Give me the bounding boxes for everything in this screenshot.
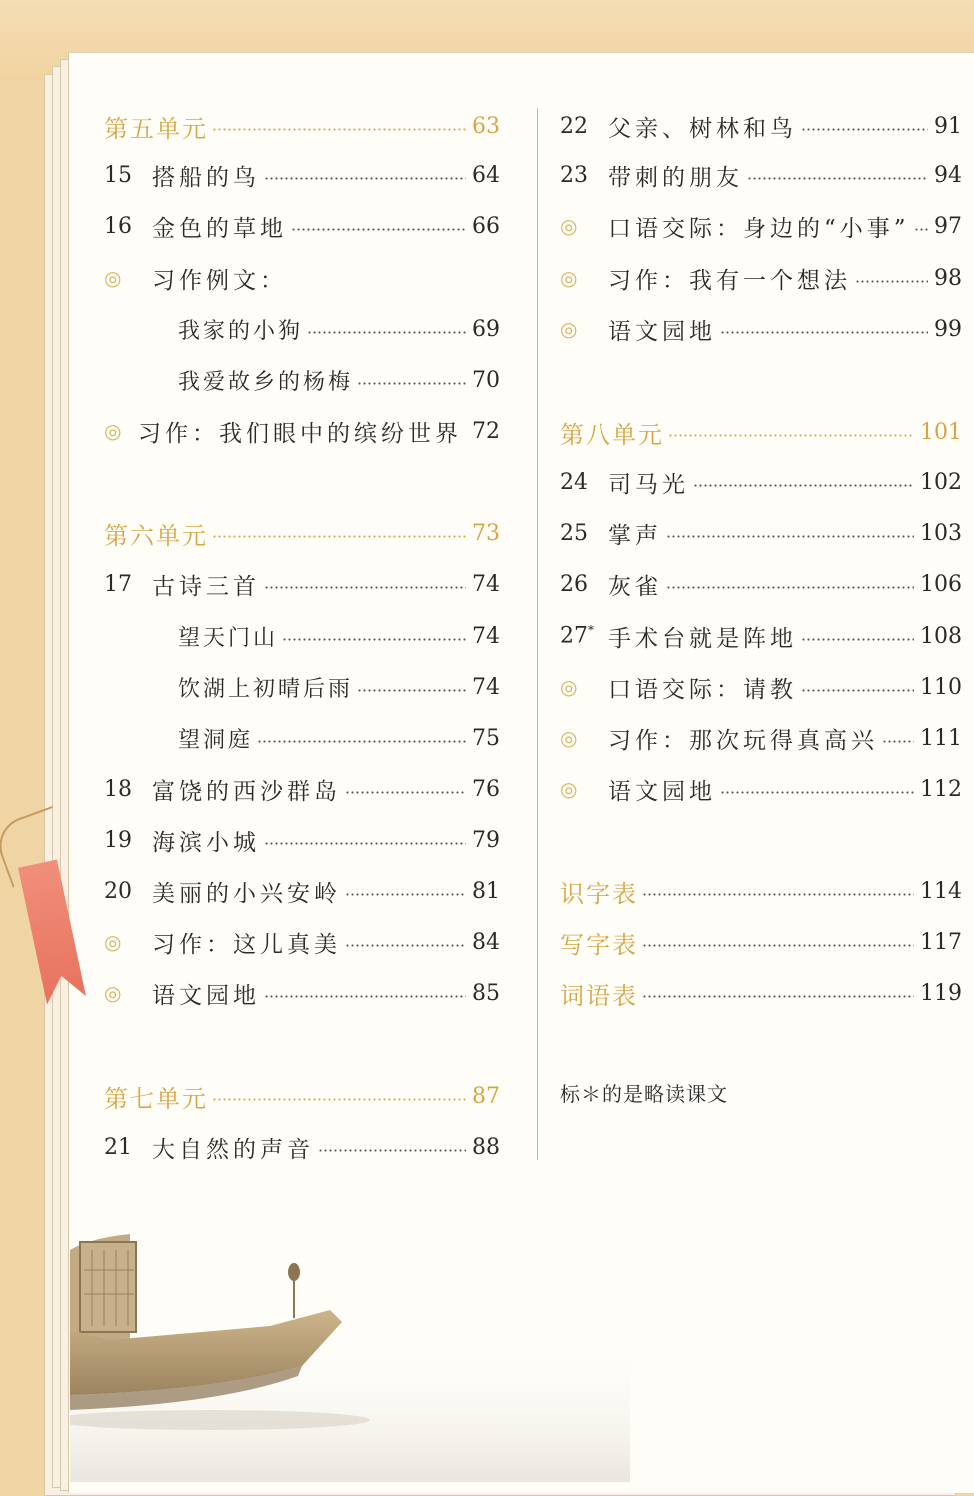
- toc-unit-heading[interactable]: [104, 513, 500, 553]
- entry-title: 我爱故乡的杨梅: [178, 369, 354, 395]
- dot-leader: [666, 586, 914, 589]
- dot-leader: [264, 995, 466, 998]
- page-number: 81: [472, 878, 500, 904]
- entry-title: 司马光: [608, 471, 689, 498]
- page-number: 73: [472, 520, 500, 546]
- toc-entry[interactable]: [104, 155, 500, 195]
- page-number: 103: [920, 520, 962, 546]
- lesson-number: [104, 163, 152, 188]
- entry-title: 第八单元: [560, 420, 664, 449]
- toc-entry[interactable]: [104, 769, 500, 809]
- page-number: 111: [920, 725, 962, 751]
- page-number: 69: [472, 316, 500, 342]
- page-number: 110: [920, 674, 962, 700]
- entry-title: 口语交际：身边的“小事”: [608, 215, 910, 242]
- double-circle-icon: ◎: [560, 777, 578, 801]
- entry-title: 语文园地: [152, 982, 260, 1009]
- page-number: 75: [472, 725, 500, 751]
- dot-leader: [720, 331, 928, 334]
- double-circle-icon: ◎: [104, 266, 122, 290]
- toc-entry[interactable]: [560, 106, 962, 146]
- toc-entry[interactable]: [104, 564, 500, 604]
- entry-title: 金色的草地: [152, 215, 287, 242]
- dot-leader: [212, 535, 466, 538]
- page-number: 112: [920, 776, 962, 802]
- toc-appendix-entry[interactable]: [560, 871, 962, 911]
- lesson-number: [560, 114, 608, 139]
- dot-leader: [801, 128, 928, 131]
- page-number: 74: [472, 623, 500, 649]
- toc-entry[interactable]: [560, 769, 962, 809]
- toc-unit-heading[interactable]: [104, 106, 500, 146]
- page-number: 114: [920, 878, 962, 904]
- toc-entry[interactable]: [560, 513, 962, 553]
- dot-leader: [264, 842, 466, 845]
- entry-title: 饮湖上初晴后雨: [178, 676, 354, 702]
- page-number: 76: [472, 776, 500, 802]
- double-circle-icon: ◎: [560, 266, 578, 290]
- dot-leader: [291, 228, 466, 231]
- dot-leader: [720, 791, 914, 794]
- lesson-number: [104, 777, 152, 802]
- toc-unit-heading[interactable]: [104, 1076, 500, 1116]
- lesson-number-text: 26: [560, 571, 588, 597]
- toc-entry[interactable]: [560, 718, 962, 758]
- lesson-number: [560, 572, 608, 597]
- entry-title: 第五单元: [104, 114, 208, 143]
- toc-entry[interactable]: [104, 871, 500, 911]
- dot-leader: [666, 535, 914, 538]
- entry-title: 语文园地: [608, 778, 716, 805]
- toc-entry[interactable]: [560, 667, 962, 707]
- toc-entry[interactable]: [104, 206, 500, 246]
- skim-reading-star: *: [588, 623, 594, 638]
- entry-title: 习作：我有一个想法: [608, 267, 851, 294]
- dot-leader: [357, 382, 466, 385]
- page-number: 119: [920, 980, 962, 1006]
- page-number: 74: [472, 571, 500, 597]
- lesson-number-text: 21: [104, 1134, 132, 1160]
- page-number: 101: [920, 419, 962, 445]
- lesson-number: [104, 1135, 152, 1160]
- toc-entry[interactable]: [560, 206, 962, 246]
- column-divider: [537, 108, 538, 1160]
- entry-title: 手术台就是阵地: [608, 625, 797, 652]
- toc-entry[interactable]: [104, 309, 500, 349]
- double-circle-icon: ◎: [560, 726, 578, 750]
- lesson-number: [104, 214, 152, 239]
- double-circle-icon: ◎: [104, 981, 122, 1005]
- dot-leader: [642, 944, 914, 947]
- dot-leader: [345, 944, 466, 947]
- dot-leader: [307, 331, 466, 334]
- lesson-number-text: 22: [560, 113, 588, 139]
- toc-entry[interactable]: [104, 411, 500, 451]
- page-number: 63: [472, 113, 500, 139]
- entry-title: 习作：我们眼中的缤纷世界: [138, 420, 462, 447]
- lesson-number: [560, 470, 608, 495]
- entry-title: 习作：那次玩得真高兴: [608, 727, 878, 754]
- page-number: 106: [920, 571, 962, 597]
- lesson-number-text: 27: [560, 623, 588, 649]
- page-number: 84: [472, 929, 500, 955]
- dot-leader: [264, 586, 466, 589]
- lesson-number-text: 19: [104, 827, 132, 853]
- toc-appendix-entry[interactable]: [560, 922, 962, 962]
- entry-title: 望洞庭: [178, 727, 254, 753]
- lesson-number-text: 16: [104, 213, 132, 239]
- toc-entry[interactable]: [560, 155, 962, 195]
- dot-leader: [668, 434, 914, 437]
- page-number: 99: [934, 316, 962, 342]
- lesson-number-text: 15: [104, 162, 132, 188]
- dot-leader: [282, 638, 466, 641]
- lesson-number-text: 23: [560, 162, 588, 188]
- toc-entry[interactable]: [104, 820, 500, 860]
- dot-leader: [882, 740, 914, 743]
- page-number: 108: [920, 623, 962, 649]
- entry-title: 灰雀: [608, 573, 662, 600]
- lesson-number: [560, 521, 608, 546]
- toc-entry[interactable]: [104, 258, 500, 298]
- entry-title: 掌声: [608, 522, 662, 549]
- toc-entry[interactable]: [560, 564, 962, 604]
- dot-leader: [264, 177, 466, 180]
- entry-title: 我家的小狗: [178, 318, 304, 344]
- page-number: 98: [934, 265, 962, 291]
- lesson-number-text: 17: [104, 571, 132, 597]
- toc-entry[interactable]: [560, 616, 962, 656]
- entry-title: 词语表: [560, 981, 638, 1010]
- toc-entry[interactable]: [104, 718, 500, 758]
- page-number: 94: [934, 162, 962, 188]
- lesson-number: [560, 623, 608, 648]
- page-number: 91: [934, 113, 962, 139]
- dot-leader: [801, 638, 914, 641]
- entry-title: 古诗三首: [152, 573, 260, 600]
- dot-leader: [914, 228, 928, 231]
- entry-title: 习作：这儿真美: [152, 931, 341, 958]
- double-circle-icon: ◎: [560, 675, 578, 699]
- double-circle-icon: ◎: [104, 930, 122, 954]
- entry-title: 富饶的西沙群岛: [152, 778, 341, 805]
- entry-title: 习作例文：: [152, 267, 287, 294]
- dot-leader: [642, 995, 914, 998]
- toc-entry[interactable]: [104, 973, 500, 1013]
- toc-entry[interactable]: [104, 667, 500, 707]
- toc-entry[interactable]: [560, 309, 962, 349]
- page-number: 64: [472, 162, 500, 188]
- page-number: 66: [472, 213, 500, 239]
- lesson-number-text: 25: [560, 520, 588, 546]
- lesson-number-text: 18: [104, 776, 132, 802]
- entry-title: 识字表: [560, 879, 638, 908]
- entry-title: 语文园地: [608, 318, 716, 345]
- toc-entry[interactable]: [560, 462, 962, 502]
- toc-entry[interactable]: [104, 922, 500, 962]
- dot-leader: [801, 689, 914, 692]
- entry-title: 口语交际：请教: [608, 676, 797, 703]
- entry-title: 带刺的朋友: [608, 164, 743, 191]
- toc-entry[interactable]: [104, 616, 500, 656]
- lesson-number-text: 20: [104, 878, 132, 904]
- entry-title: 父亲、树林和鸟: [608, 115, 797, 142]
- page-number: 72: [472, 418, 500, 444]
- footnote: 标＊的是略读课文: [560, 1082, 728, 1106]
- double-circle-icon: ◎: [104, 419, 122, 443]
- toc-entry[interactable]: [560, 258, 962, 298]
- page-number: 85: [472, 980, 500, 1006]
- boat-illustration: [70, 1190, 630, 1482]
- dot-leader: [693, 484, 914, 487]
- entry-title: 美丽的小兴安岭: [152, 880, 341, 907]
- lesson-number: [560, 163, 608, 188]
- entry-title: 搭船的鸟: [152, 164, 260, 191]
- dot-leader: [747, 177, 928, 180]
- page-number: 70: [472, 367, 500, 393]
- dot-leader: [318, 1149, 466, 1152]
- page-number: 79: [472, 827, 500, 853]
- dot-leader: [257, 740, 466, 743]
- toc-appendix-entry[interactable]: [560, 973, 962, 1013]
- dot-leader: [345, 791, 466, 794]
- entry-title: 写字表: [560, 930, 638, 959]
- entry-title: 海滨小城: [152, 829, 260, 856]
- toc-entry[interactable]: [104, 360, 500, 400]
- entry-title: 第七单元: [104, 1084, 208, 1113]
- dot-leader: [345, 893, 466, 896]
- dot-leader: [855, 280, 928, 283]
- lesson-number: [104, 828, 152, 853]
- dot-leader: [212, 1098, 466, 1101]
- lesson-number-text: 24: [560, 469, 588, 495]
- page-number: 88: [472, 1134, 500, 1160]
- page-number: 102: [920, 469, 962, 495]
- page-number: 87: [472, 1083, 500, 1109]
- lesson-number: [104, 572, 152, 597]
- double-circle-icon: ◎: [560, 317, 578, 341]
- entry-title: 第六单元: [104, 521, 208, 550]
- page-number: 97: [934, 213, 962, 239]
- page-number: 74: [472, 674, 500, 700]
- entry-title: 望天门山: [178, 625, 279, 651]
- dot-leader: [642, 893, 914, 896]
- dot-leader: [357, 689, 466, 692]
- toc-unit-heading[interactable]: [560, 412, 962, 452]
- entry-title: 大自然的声音: [152, 1136, 314, 1163]
- double-circle-icon: ◎: [560, 214, 578, 238]
- dot-leader: [212, 128, 466, 131]
- lesson-number: [104, 879, 152, 904]
- page-number: 117: [920, 929, 962, 955]
- toc-entry[interactable]: [104, 1127, 500, 1167]
